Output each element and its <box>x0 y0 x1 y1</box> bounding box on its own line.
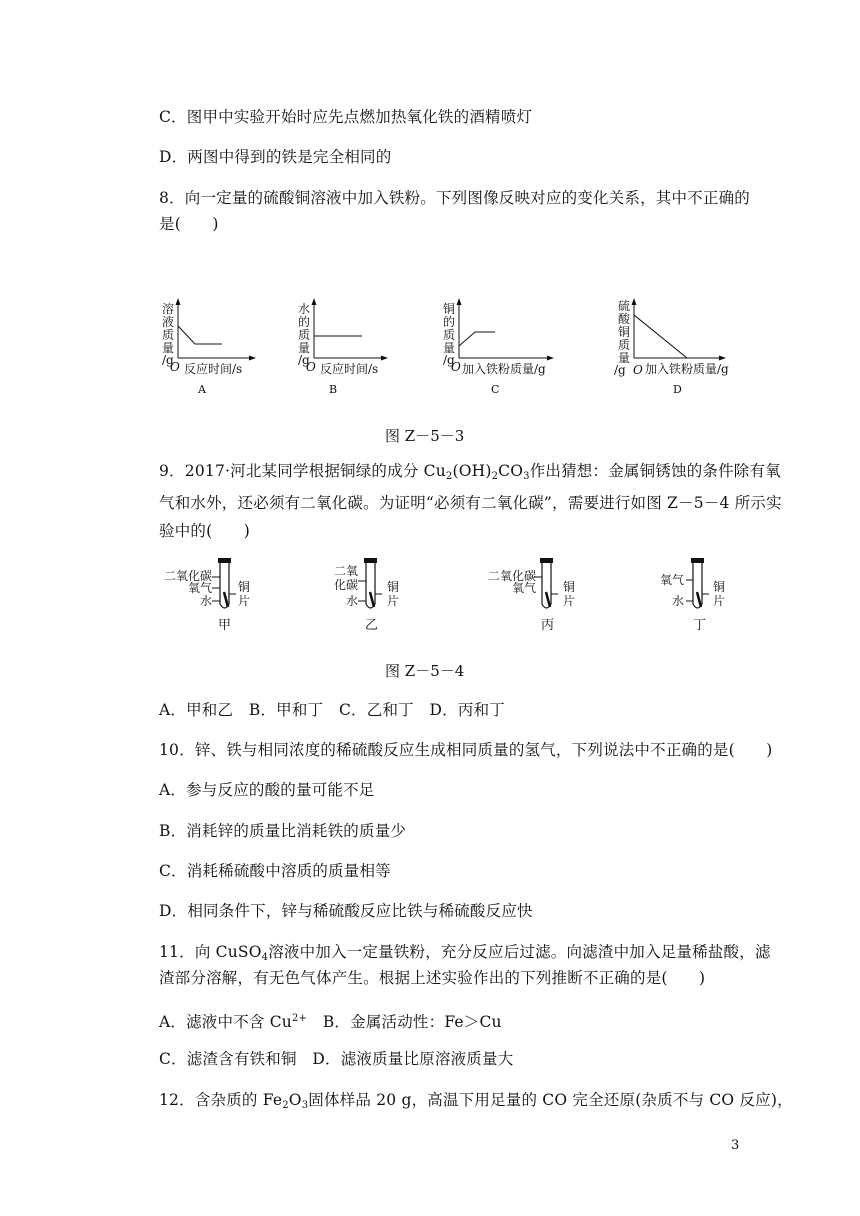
q9-stem-part: 作出猜想：金属铜锈蚀的条件除有氧 <box>529 462 781 480</box>
q10-option-d: D．相同条件下，锌与稀硫酸反应比铁与稀硫酸反应快 <box>159 902 533 920</box>
q9-tube-jia-metal-0: 铜 <box>238 580 251 594</box>
q8-figure-caption: 图 Z－5－3 <box>385 427 465 445</box>
q8-graph-c-xlabel: 加入铁粉质量/g <box>462 362 546 376</box>
q8-graph-c-origin: O <box>451 360 461 374</box>
q8-graph-a-ylabel-1: 液 <box>162 315 175 329</box>
q9-tube-ding-name: 丁 <box>693 618 707 633</box>
q9-stem-line2: 气和水外，还必须有二氧化碳。为证明“必须有二氧化碳”，需要进行如图 Z－5－4 所示实 <box>159 494 782 512</box>
q8-graph-c-ylabel-4: /g <box>443 353 455 367</box>
q8-graph-c-ylabel-2: 质 <box>443 328 456 342</box>
q9-subscript: 3 <box>523 471 530 482</box>
q8-graph-b-letter: B <box>329 383 338 396</box>
q11-superscript: 2+ <box>291 1013 308 1024</box>
q9-tube-yi-label-1: 化碳 <box>334 578 359 592</box>
q12-stem-part: 12．含杂质的 Fe <box>159 1091 283 1109</box>
q9-subscript: 2 <box>491 471 499 482</box>
q8-stem-line2: 是( ) <box>159 215 219 233</box>
q9-tube-yi-label-2: 水 <box>346 594 359 608</box>
q11-stem-line1 <box>159 942 771 968</box>
q8-graph-a-ylabel-0: 溶 <box>162 302 175 316</box>
q9-tube-bing-label-1: 氧气 <box>512 581 537 595</box>
q8-graph-b-origin: O <box>306 360 316 374</box>
q9-tube-jia-label-1: 氧气 <box>188 581 213 595</box>
q8-graph-c-letter: C <box>491 383 500 396</box>
q7-option-d: D．两图中得到的铁是完全相同的 <box>159 148 392 166</box>
q12-stem-part: O <box>288 1091 302 1109</box>
q8-graph-d-ylabel-1: 酸 <box>618 312 631 326</box>
q9-figure-caption: 图 Z－5－4 <box>385 662 465 680</box>
q9-stem-line3: 验中的( ) <box>159 522 250 540</box>
q9-stem-part: (OH) <box>452 462 492 480</box>
q9-tube-jia-name: 甲 <box>218 618 232 633</box>
q9-tube-bing-name: 丙 <box>541 618 555 633</box>
q12-stem <box>159 1090 793 1116</box>
q8-graph-d-letter: D <box>673 383 682 396</box>
q8-graph-b-xlabel: 反应时间/s <box>320 362 379 376</box>
q8-graph-a-xlabel: 反应时间/s <box>184 362 243 376</box>
q9-stem-part: 9．2017·河北某同学根据铜绿的成分 Cu <box>159 462 446 480</box>
q10-stem: 10．锌、铁与相同浓度的稀硫酸反应生成相同质量的氢气，下列说法中不正确的是( ) <box>159 741 773 759</box>
q8-graph-a-ylabel-4: /g <box>162 353 174 367</box>
q8-graph-a-letter: A <box>198 383 206 396</box>
q10-option-b: B．消耗锌的质量比消耗铁的质量少 <box>159 822 407 840</box>
q8-graph-a-ylabel-3: 量 <box>162 341 175 355</box>
q9-tube-jia-label-2: 水 <box>200 594 213 608</box>
q9-stem-part: CO <box>498 462 524 480</box>
q8-graph-b-ylabel-2: 质 <box>298 328 311 342</box>
q9-tube-jia-metal-1: 片 <box>238 594 251 608</box>
q8-graph-d-ylabel-5: /g <box>614 363 626 377</box>
q8-graph-b-ylabel-4: /g <box>298 353 310 367</box>
q8-graph-a-ylabel-2: 质 <box>162 328 175 342</box>
q8-graph-b <box>298 298 388 396</box>
q8-graph-d-ylabel-3: 质 <box>618 338 631 352</box>
q9-tube-yi-metal-1: 片 <box>387 594 400 608</box>
q8-graph-d-ylabel-0: 硫 <box>618 299 631 313</box>
q11-subscript: 4 <box>261 952 269 963</box>
q8-stem-line1: 8．向一定量的硫酸铜溶液中加入铁粉。下列图像反映对应的变化关系，其中不正确的 <box>159 189 750 207</box>
q11-stem-line2: 渣部分溶解，有无色气体产生。根据上述实验作出的下列推断不正确的是( ) <box>159 969 706 987</box>
q9-subscript: 2 <box>445 471 453 482</box>
q11-options-line1 <box>159 1009 502 1032</box>
q8-graph-c-ylabel-0: 铜 <box>443 302 456 316</box>
q8-graph-d-origin: O <box>633 363 643 377</box>
q9-tube-ding-label-1: 水 <box>672 594 685 608</box>
q9-tube-ding-label-0: 氧气 <box>660 573 685 587</box>
q8-graph-d-xlabel: 加入铁粉质量/g <box>645 362 729 376</box>
q8-graph-c <box>443 298 554 396</box>
q9-stem-line1 <box>159 461 781 487</box>
q9-tube-ding-metal-1: 片 <box>713 594 726 608</box>
q12-subscript: 2 <box>282 1100 289 1111</box>
q8-graph-d-ylabel-4: 量 <box>618 351 631 365</box>
q8-graph-d <box>614 298 729 396</box>
q7-option-c: C．图甲中实验开始时应先点燃加热氧化铁的酒精喷灯 <box>159 108 533 126</box>
q8-graph-d-ylabel-2: 铜 <box>618 325 631 339</box>
q9-tube-bing-label-0: 二氧化碳 <box>488 569 537 583</box>
q10-option-c: C．消耗稀硫酸中溶质的质量相等 <box>159 862 391 880</box>
q8-graph-b-ylabel-1: 的 <box>298 315 311 329</box>
q9-tube-jia-label-0: 二氧化碳 <box>164 569 213 583</box>
q9-tube-bing-metal-1: 片 <box>563 594 576 608</box>
page-number: 3 <box>731 1138 740 1153</box>
q8-graph-b-ylabel-0: 水 <box>298 302 311 316</box>
q11-stem-part: 11．向 CuSO <box>159 943 262 961</box>
q9-tube-ding-metal-0: 铜 <box>713 580 726 594</box>
q10-option-a: A．参与反应的酸的量可能不足 <box>159 781 375 799</box>
q9-tube-bing-metal-0: 铜 <box>563 580 576 594</box>
q8-graph-c-ylabel-1: 的 <box>443 315 456 329</box>
q9-tube-yi-metal-0: 铜 <box>387 580 400 594</box>
q12-subscript: 3 <box>301 1100 309 1111</box>
q8-graph-a-origin: O <box>170 360 180 374</box>
q11-options-line2: C．滤渣含有铁和铜 D．滤液质量比原溶液质量大 <box>159 1050 514 1068</box>
q8-graph-b-ylabel-3: 量 <box>298 341 311 355</box>
q8-graph-c-ylabel-3: 量 <box>443 341 456 355</box>
q12-stem-part: 固体样品 20 g，高温下用足量的 CO 完全还原(杂质不与 CO 反应)， <box>308 1091 793 1109</box>
q9-tube-yi-label-0: 二氧 <box>334 564 359 578</box>
q11-option-part: B．金属活动性：Fe＞Cu <box>307 1013 502 1031</box>
q9-tube-yi-name: 乙 <box>365 618 379 633</box>
q9-options: A．甲和乙 B．甲和丁 C．乙和丁 D．丙和丁 <box>159 701 505 719</box>
q11-option-part: A．滤液中不含 Cu <box>159 1013 292 1031</box>
q8-graph-a <box>162 298 256 396</box>
q11-stem-part: 溶液中加入一定量铁粉，充分反应后过滤。向滤渣中加入足量稀盐酸，滤 <box>268 943 771 961</box>
